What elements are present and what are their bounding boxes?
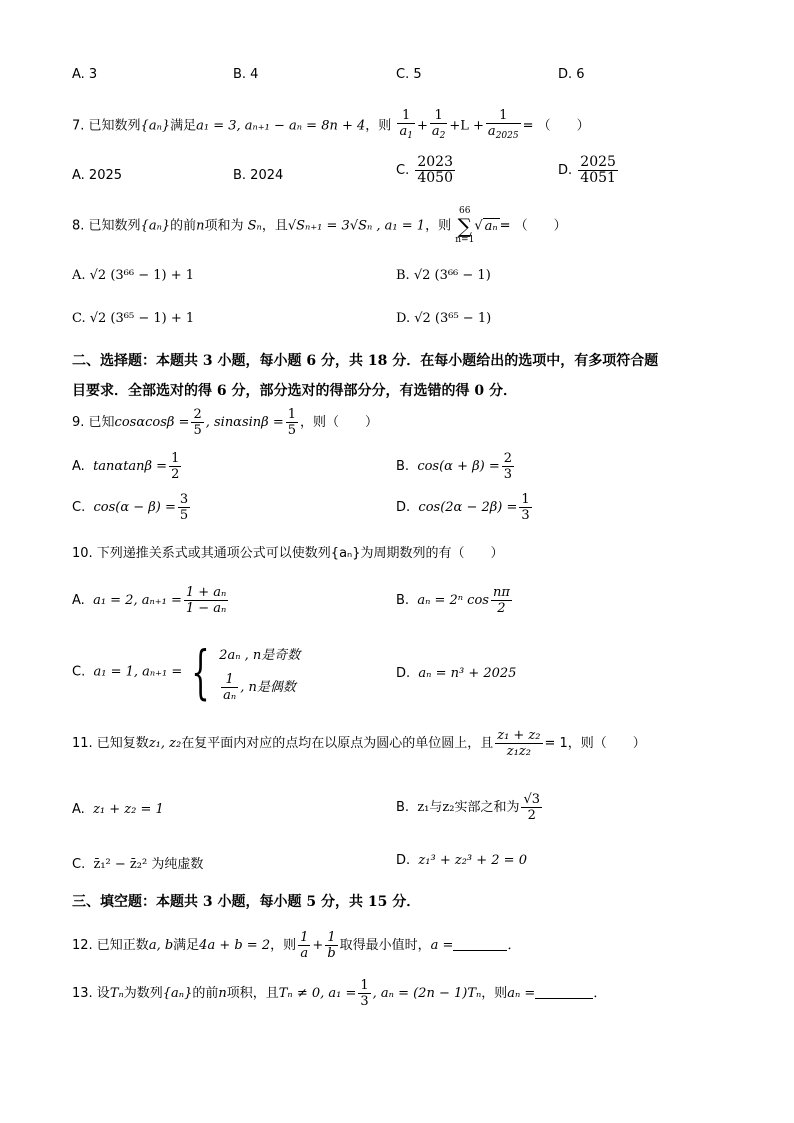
q8-sigma-top: 66 xyxy=(459,206,471,216)
q9-option-b xyxy=(396,451,516,482)
q12-condition: 4a + b = 2 xyxy=(199,938,271,953)
q12-answer-prefix: a = xyxy=(430,938,454,953)
q10-option-c xyxy=(72,640,300,704)
q7-stem-pre: 7. 已知数列 xyxy=(72,118,141,134)
q9-option-b-den: 3 xyxy=(503,467,513,482)
q9-option-a-expr: tanαtanβ = xyxy=(93,459,168,474)
q10-option-c-case-1: 2aₙ , n是奇数 xyxy=(219,648,301,663)
q11-option-d-label: D. xyxy=(396,853,411,868)
q11-option-a xyxy=(72,802,164,817)
q7-option-d-den: 4051 xyxy=(580,170,616,186)
q7-option-c-num: 2023 xyxy=(417,154,453,170)
q9-option-d xyxy=(396,492,534,523)
q7-option-c-label: C. xyxy=(396,163,410,178)
q7-frac-2: $\frac{1}{a_2}$ xyxy=(431,108,446,141)
q11-z: z₁, z₂ xyxy=(148,736,182,751)
q8-stem: 8. 已知数列{aₙ}的前n项和为 Sₙ，且√Sₙ₊₁ = 3√Sₙ , a₁ = 1，则 66 ∑ n=1√ aₙ = （ ） xyxy=(72,206,567,245)
q7-equals: = （ ） xyxy=(522,118,590,134)
q11-option-d-expr: z₁³ + z₂³ + 2 = 0 xyxy=(418,853,527,868)
q13-stem-pre: 13. 设 xyxy=(72,986,110,1001)
q12-d1: a xyxy=(300,946,309,961)
q10-option-d-label: D. xyxy=(396,666,411,681)
q11-stem xyxy=(72,728,646,759)
q10-option-a-label: A. xyxy=(72,593,85,608)
q11-option-b xyxy=(396,792,544,823)
q8-stem-mid2: 项和为 xyxy=(204,218,244,234)
q11-stem-post: = 1，则（ ） xyxy=(544,736,646,751)
q13-condition-post: , aₙ = (2n − 1)Tₙ xyxy=(372,986,482,1001)
q12-answer-blank[interactable] xyxy=(453,938,507,951)
q7-seq: {aₙ} xyxy=(140,118,171,134)
q11-option-b-num: √3 xyxy=(523,792,541,807)
section-2-line-2: 目要求．全部选对的得 6 分，部分选对的得部分分，有选错的得 0 分． xyxy=(72,383,517,399)
q11-option-a-expr: z₁ + z₂ = 1 xyxy=(93,802,164,817)
q8-sn: Sₙ xyxy=(247,218,262,234)
q10-option-b-expr: aₙ = 2ⁿ cos xyxy=(417,593,489,608)
q9-option-b-num: 2 xyxy=(503,451,513,466)
q7-option-a: A. 2025 xyxy=(72,168,123,183)
q12-end: ． xyxy=(507,938,521,953)
q13-stem xyxy=(72,978,606,1009)
section-3-heading: 三、填空题：本题共 3 小题，每小题 5 分，共 15 分． xyxy=(72,894,421,910)
q9-option-d-den: 3 xyxy=(521,508,530,523)
q9-option-d-label: D. xyxy=(396,500,411,515)
q8-n: n xyxy=(196,218,205,234)
q9-stem xyxy=(72,407,378,438)
q7-option-c xyxy=(396,155,457,186)
q9-option-c-expr: cos(α − β) = xyxy=(93,500,176,515)
q12-plus: + xyxy=(312,938,324,953)
q8-sigma-bottom: n=1 xyxy=(455,235,475,245)
q11-option-a-label: A. xyxy=(72,802,85,817)
q12-n2: 1 xyxy=(325,930,337,946)
q10-option-a-den: 1 − aₙ xyxy=(185,601,227,616)
q12-stem xyxy=(72,930,520,961)
q9-option-c xyxy=(72,492,192,523)
q10-option-c-label: C. xyxy=(72,664,86,680)
q8-option-a: A. √2 (3⁶⁶ − 1) + 1 xyxy=(72,268,195,283)
q13-answer-prefix: aₙ = xyxy=(507,986,536,1001)
q13-frac-num: 1 xyxy=(360,978,369,993)
q11-option-c-label: C. xyxy=(72,857,86,872)
q8-stem-pre: 8. 已知数列 xyxy=(72,218,141,234)
q10-option-c-case-2-post: , n是偶数 xyxy=(240,680,296,695)
q9-option-b-label: B. xyxy=(396,459,410,474)
q8-sigma: 66 ∑ n=1 xyxy=(455,206,475,245)
q10-option-b-label: B. xyxy=(396,593,410,608)
q11-option-b-expr: z₁与z₂实部之和为 xyxy=(417,800,520,815)
q11-stem-pre: 11. 已知复数 xyxy=(72,736,149,751)
q8-then: ，则 xyxy=(425,218,452,234)
q6-option-c: C. 5 xyxy=(396,67,422,82)
q9-sin-term: , sinαsinβ = xyxy=(205,415,284,430)
q13-then: ，则 xyxy=(481,986,508,1001)
q9-option-a xyxy=(72,451,183,482)
q8-equals: = （ ） xyxy=(499,218,567,234)
q12-d2: b xyxy=(327,946,336,961)
q7-condition: a₁ = 3, aₙ₊₁ − aₙ = 8n + 4 xyxy=(196,118,366,134)
q11-option-c xyxy=(72,853,203,872)
q7-frac-1: $\frac{1}{a_1}$ xyxy=(399,108,413,141)
q9-stem-pre: 9. 已知 xyxy=(72,415,115,430)
q10-stem: 10. 下列递推关系式或其通项公式可以使数列{aₙ}为周期数列的有（ ） xyxy=(72,546,504,561)
q6-option-d: D. 6 xyxy=(558,67,585,82)
q7-ellipsis: L xyxy=(460,118,469,134)
q10-option-c-expr: a₁ = 1, aₙ₊₁ = xyxy=(93,664,183,680)
q13-condition-pre: Tₙ ≠ 0, a₁ = xyxy=(278,986,357,1001)
q12-stem-mid: 满足 xyxy=(173,938,200,953)
q8-stem-mid3: ，且 xyxy=(261,218,288,234)
q9-d2: 5 xyxy=(287,423,296,438)
q13-tn: Tₙ xyxy=(109,986,124,1001)
q9-option-d-num: 1 xyxy=(521,492,530,507)
q8-option-d: D. √2 (3⁶⁵ − 1) xyxy=(396,311,492,326)
q10-option-c-case-2-den: aₙ xyxy=(223,688,237,703)
q7-option-b: B. 2024 xyxy=(233,168,284,183)
q13-answer-blank[interactable] xyxy=(535,986,593,999)
q7-then: ，则 xyxy=(365,118,392,134)
q9-d1: 5 xyxy=(193,423,202,438)
q11-frac-den: z₁z₂ xyxy=(506,744,531,759)
q13-stem-mid2: 的前 xyxy=(192,986,219,1001)
q9-n1: 2 xyxy=(193,407,202,422)
q10-option-b-num: nπ xyxy=(492,585,510,600)
q13-stem-mid3: 项积，且 xyxy=(226,986,279,1001)
q8-option-c: C. √2 (3⁶⁵ − 1) + 1 xyxy=(72,311,195,326)
q7-option-d-label: D. xyxy=(558,163,573,178)
q7-stem: 7. 已知数列{aₙ}满足a₁ = 3, aₙ₊₁ − aₙ = 8n + 4，则 $\frac{1}{a_1}$ + $\frac{1}{a_2}$ +L + $\frac{1}{a_{2025}}$ = （ ） xyxy=(72,108,590,144)
q7-option-c-den: 4050 xyxy=(417,170,453,186)
q9-option-d-expr: cos(2α − 2β) = xyxy=(418,500,518,515)
q7-frac-last: $\frac{1}{a_{2025}}$ xyxy=(487,108,519,141)
q10-option-d xyxy=(396,666,516,681)
q9-option-a-den: 2 xyxy=(171,467,180,482)
q7-option-d xyxy=(558,155,620,186)
q12-then: ，则 xyxy=(270,938,297,953)
q12-n1: 1 xyxy=(300,930,309,945)
q7-stem-mid: 满足 xyxy=(170,118,197,134)
q10-option-d-expr: aₙ = n³ + 2025 xyxy=(418,666,517,681)
q13-n: n xyxy=(218,986,227,1001)
q8-seq: {aₙ} xyxy=(140,218,171,234)
q10-option-c-cases xyxy=(219,640,300,704)
q8-condition: √Sₙ₊₁ = 3√Sₙ , a₁ = 1 xyxy=(287,218,426,234)
q6-option-b: B. 4 xyxy=(233,67,259,82)
q8-stem-mid: 的前 xyxy=(170,218,197,234)
q11-option-c-expr: z̄₁² − z̄₂² 为纯虚数 xyxy=(93,857,204,872)
q9-option-c-label: C. xyxy=(72,500,86,515)
q11-option-b-den: 2 xyxy=(527,808,536,823)
q9-n2: 1 xyxy=(287,407,296,422)
q12-ab: a, b xyxy=(148,938,174,953)
q10-option-b xyxy=(396,585,514,616)
q8-option-b: B. √2 (3⁶⁶ − 1) xyxy=(396,268,491,283)
q13-frac-den: 3 xyxy=(360,994,369,1009)
q12-stem-post: 取得最小值时， xyxy=(339,938,431,953)
q11-option-b-label: B. xyxy=(396,800,410,815)
q10-option-a-num: 1 + aₙ xyxy=(185,585,227,600)
q11-stem-mid: 在复平面内对应的点均在以原点为圆心的单位圆上，且 xyxy=(181,736,494,751)
q9-stem-post: ，则（ ） xyxy=(300,415,379,430)
q6-option-a: A. 3 xyxy=(72,67,98,82)
q9-option-a-label: A. xyxy=(72,459,85,474)
q12-stem-pre: 12. 已知正数 xyxy=(72,938,149,953)
q9-option-a-num: 1 xyxy=(171,451,180,466)
q8-summand: aₙ xyxy=(484,218,498,234)
q10-option-a xyxy=(72,585,230,616)
q13-seq: {aₙ} xyxy=(162,986,193,1001)
q9-option-c-den: 5 xyxy=(179,508,189,523)
q10-option-c-case-2-num: 1 xyxy=(221,672,238,688)
q10-option-c-brace: { xyxy=(191,638,210,706)
q9-option-b-expr: cos(α + β) = xyxy=(417,459,500,474)
q9-option-c-num: 3 xyxy=(179,492,189,507)
q13-end: ． xyxy=(593,986,607,1001)
q9-cos-term: cosαcosβ = xyxy=(114,415,190,430)
q11-option-d xyxy=(396,853,527,868)
q10-option-a-expr: a₁ = 2, aₙ₊₁ = xyxy=(93,593,182,608)
q7-option-d-num: 2025 xyxy=(580,154,616,170)
q11-frac-num: z₁ + z₂ xyxy=(497,728,541,743)
q10-option-b-den: 2 xyxy=(497,601,506,616)
q13-stem-mid: 为数列 xyxy=(123,986,163,1001)
section-2-line-1: 二、选择题：本题共 3 小题，每小题 6 分，共 18 分．在每小题给出的选项中，有多项符合题 xyxy=(72,353,659,369)
